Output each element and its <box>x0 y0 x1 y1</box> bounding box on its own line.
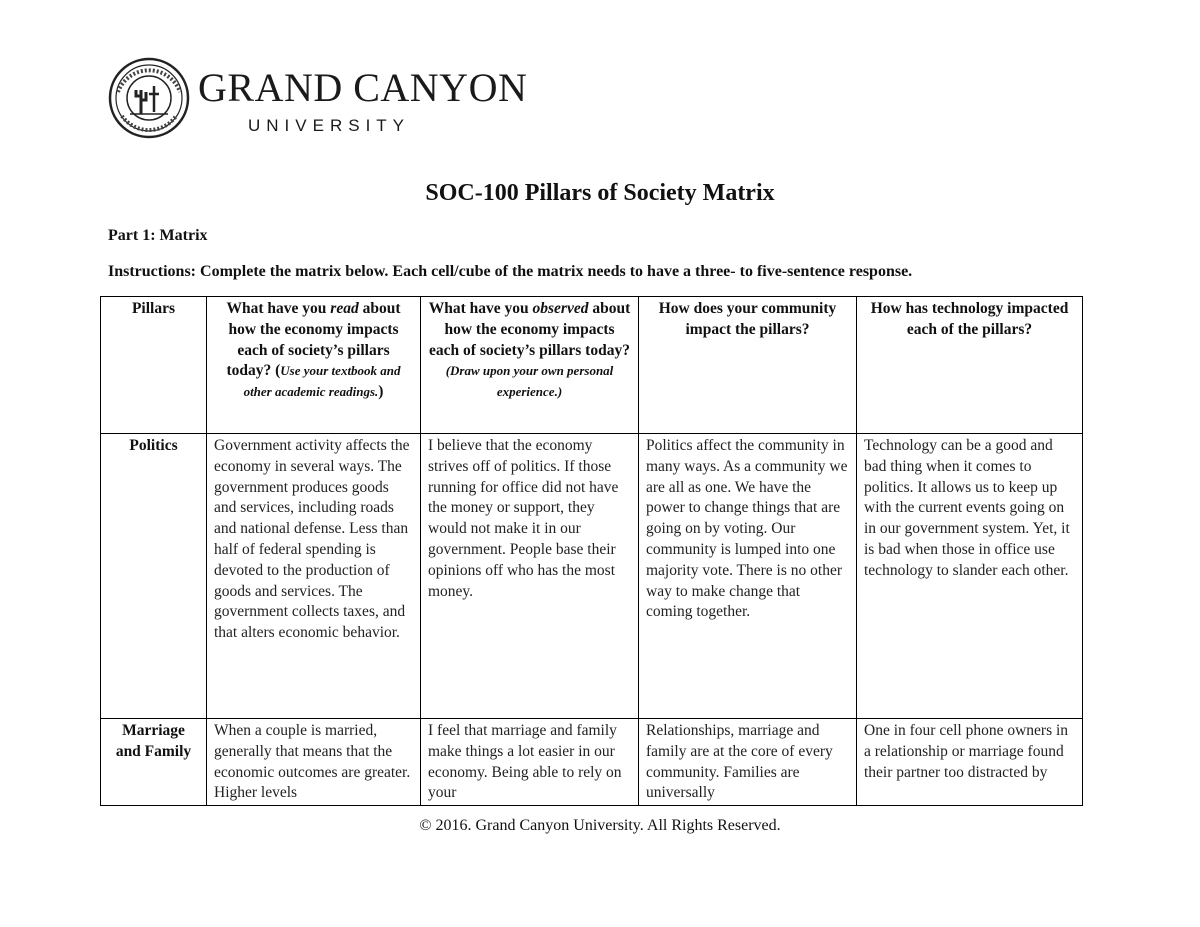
copyright-footer: © 2016. Grand Canyon University. All Rights Reserved. <box>419 817 781 834</box>
header-read-close: ) <box>378 383 384 401</box>
header-observed-part2: about how the economy impacts each of society’s pillars today? <box>429 300 631 359</box>
cell-technology <box>857 719 1083 806</box>
header-read-part2: about how the economy impacts each of society’s pillars today? ( <box>226 300 401 380</box>
cell-community <box>639 719 857 806</box>
table-header-row <box>101 297 1083 434</box>
header-observed <box>421 297 639 434</box>
cell-technology: Technology can be a good and bad thing when it comes to politics. It allows us to keep up with the current events going on in our government system. Yet, it is bad when those in office use technology to slander each other. <box>857 434 1083 719</box>
cell-observed-text: I feel that marriage and family make things a lot easier in our economy. Being able to rely on your <box>428 722 622 802</box>
header-read-note: Use your textbook and other academic readings. <box>243 363 401 400</box>
pillar-label <box>101 719 207 806</box>
header-technology: How has technology impacted each of the pillars? <box>857 297 1083 434</box>
cell-read-text: When a couple is married, generally that means that the economic outcomes are greater. Higher levels <box>214 722 411 802</box>
header-read <box>207 297 421 434</box>
header-read-emphasis: read <box>330 300 359 317</box>
university-seal-icon <box>108 56 190 140</box>
document-title: SOC-100 Pillars of Society Matrix <box>425 180 775 206</box>
pillars-matrix-table <box>100 296 1083 806</box>
table-row <box>101 719 1083 806</box>
university-logo <box>108 56 528 146</box>
cell-read: Government activity affects the economy in several ways. The government produces goods and services, including roads and national defense. Less than half of federal spending is devoted to the production of goods and services. The government collects taxes, and that alters economic behavior. <box>207 434 421 719</box>
logo-name-line2: UNIVERSITY <box>248 116 411 135</box>
cell-community-text: Relationships, marriage and family are at the core of every community. Families are universally <box>646 722 833 802</box>
pillar-label-text: Marriage and Family <box>115 722 192 760</box>
cell-read <box>207 719 421 806</box>
logo-name-line1: GRAND CANYON <box>198 65 528 110</box>
header-observed-note: (Draw upon your own personal experience.) <box>445 363 614 400</box>
header-observed-emphasis: observed <box>532 300 589 317</box>
pillar-label: Politics <box>101 434 207 719</box>
cell-observed: I believe that the economy strives off of politics. If those running for office did not have the money or support, they would not make it in our government. People base their opinions off who has the most money. <box>421 434 639 719</box>
cell-observed <box>421 719 639 806</box>
header-observed-part1: What have you <box>428 300 533 317</box>
cell-community: Politics affect the community in many ways. As a community we are all as one. We have the power to change things that are going on by voting. Our community is lumped into one majority vote. There is no other way to make change that coming together. <box>639 434 857 719</box>
header-community: How does your community impact the pillars? <box>639 297 857 434</box>
cell-technology-text: One in four cell phone owners in a relationship or marriage found their partner too distracted by <box>864 722 1069 781</box>
instructions: Instructions: Complete the matrix below. Each cell/cube of the matrix needs to have a three- to five-sentence response. <box>108 263 913 280</box>
header-pillars: Pillars <box>101 297 207 434</box>
table-row <box>101 434 1083 719</box>
part-heading: Part 1: Matrix <box>108 227 208 244</box>
header-read-part1: What have you <box>226 300 331 317</box>
